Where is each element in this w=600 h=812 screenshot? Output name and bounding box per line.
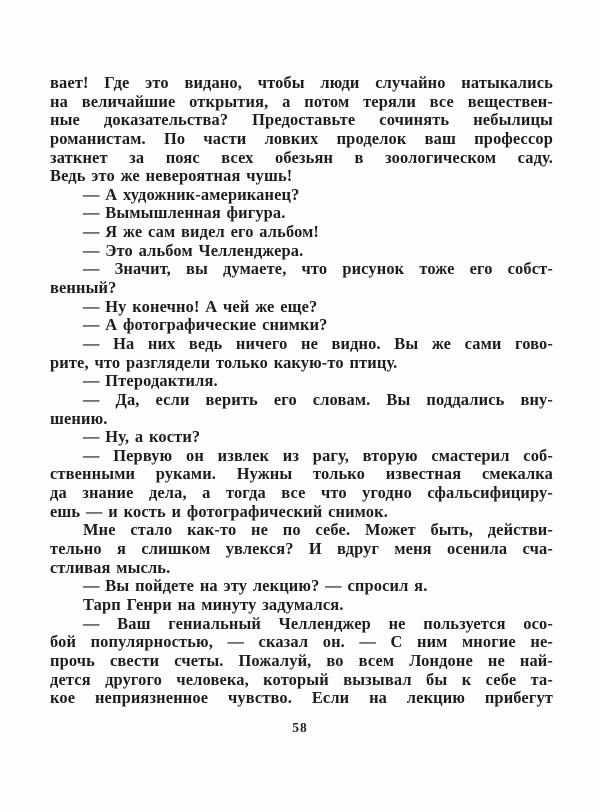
text-line: — Вымышленная фигура. — [83, 204, 286, 223]
text-line: на величайшие открытия, а потом теряли все веществен- — [50, 92, 553, 111]
text-line: — А фотографические снимки? — [83, 316, 328, 335]
text-line: — Ну конечно! А чей же еще? — [83, 297, 318, 316]
text-line: ные доказательства? Предоставьте сочинять небылицы — [50, 111, 553, 130]
text-line: шению. — [50, 409, 108, 428]
text-line: романистам. По части ловких проделок ваш профессор — [50, 129, 553, 148]
text-line: прочь свести счеты. Пожалуй, во всем Лондоне не най- — [50, 651, 553, 670]
text-line: — Птеродактиля. — [83, 372, 218, 391]
text-line: тельно я слишком увлекся? И вдруг меня осенила сча- — [50, 540, 553, 559]
text-line: — Это альбом Челленджера. — [83, 241, 304, 260]
text-line: заткнет за пояс всех обезьян в зоологическом саду. — [50, 148, 553, 167]
text-line: — Я же сам видел его альбом! — [83, 223, 320, 242]
text-line: — А художник-американец? — [83, 185, 300, 204]
text-line: стливая мысль. — [50, 558, 171, 577]
text-line: — Да, если верить его словам. Вы поддались вну- — [83, 390, 553, 409]
text-line: ешь — и кость и фотографический снимок. — [50, 502, 388, 521]
text-line: ственными руками. Нужны только известная смекалка — [50, 465, 553, 484]
text-line: вает! Где это видано, чтобы люди случайно натыкались — [50, 74, 553, 92]
text-line: Тарп Генри на минуту задумался. — [83, 595, 344, 614]
text-line: кое неприязненное чувство. Если на лекцию прибегут — [50, 689, 553, 708]
text-line: — Первую он извлек из рагу, вторую смастерил соб- — [83, 446, 553, 465]
text-line: — Ну, а кости? — [83, 428, 201, 447]
text-line: — Ваш гениальный Челленджер не пользуется осо- — [83, 614, 553, 633]
page-number: 58 — [292, 720, 308, 735]
text-line: — Вы пойдете на эту лекцию? — спросил я. — [83, 577, 428, 596]
text-line: рите, что разглядели только какую-то птицу. — [50, 353, 398, 372]
text-line: дется другого человека, который вызывал бы к себе та- — [50, 670, 553, 689]
text-line: венный? — [50, 279, 117, 298]
text-line: — На них ведь ничего не видно. Вы же сами гово- — [83, 334, 553, 353]
text-block — [50, 74, 553, 708]
text-line: Ведь это же невероятная чушь! — [50, 167, 293, 186]
text-line: да знание дела, а тогда все что угодно сфальсифициру- — [50, 484, 553, 503]
text-line: бой популярностью, — сказал он. — С ним многие не- — [50, 633, 553, 652]
text-line: — Значит, вы думаете, что рисунок тоже его собст- — [83, 260, 553, 279]
text-line: Мне стало как-то не по себе. Может быть, действи- — [83, 521, 553, 540]
